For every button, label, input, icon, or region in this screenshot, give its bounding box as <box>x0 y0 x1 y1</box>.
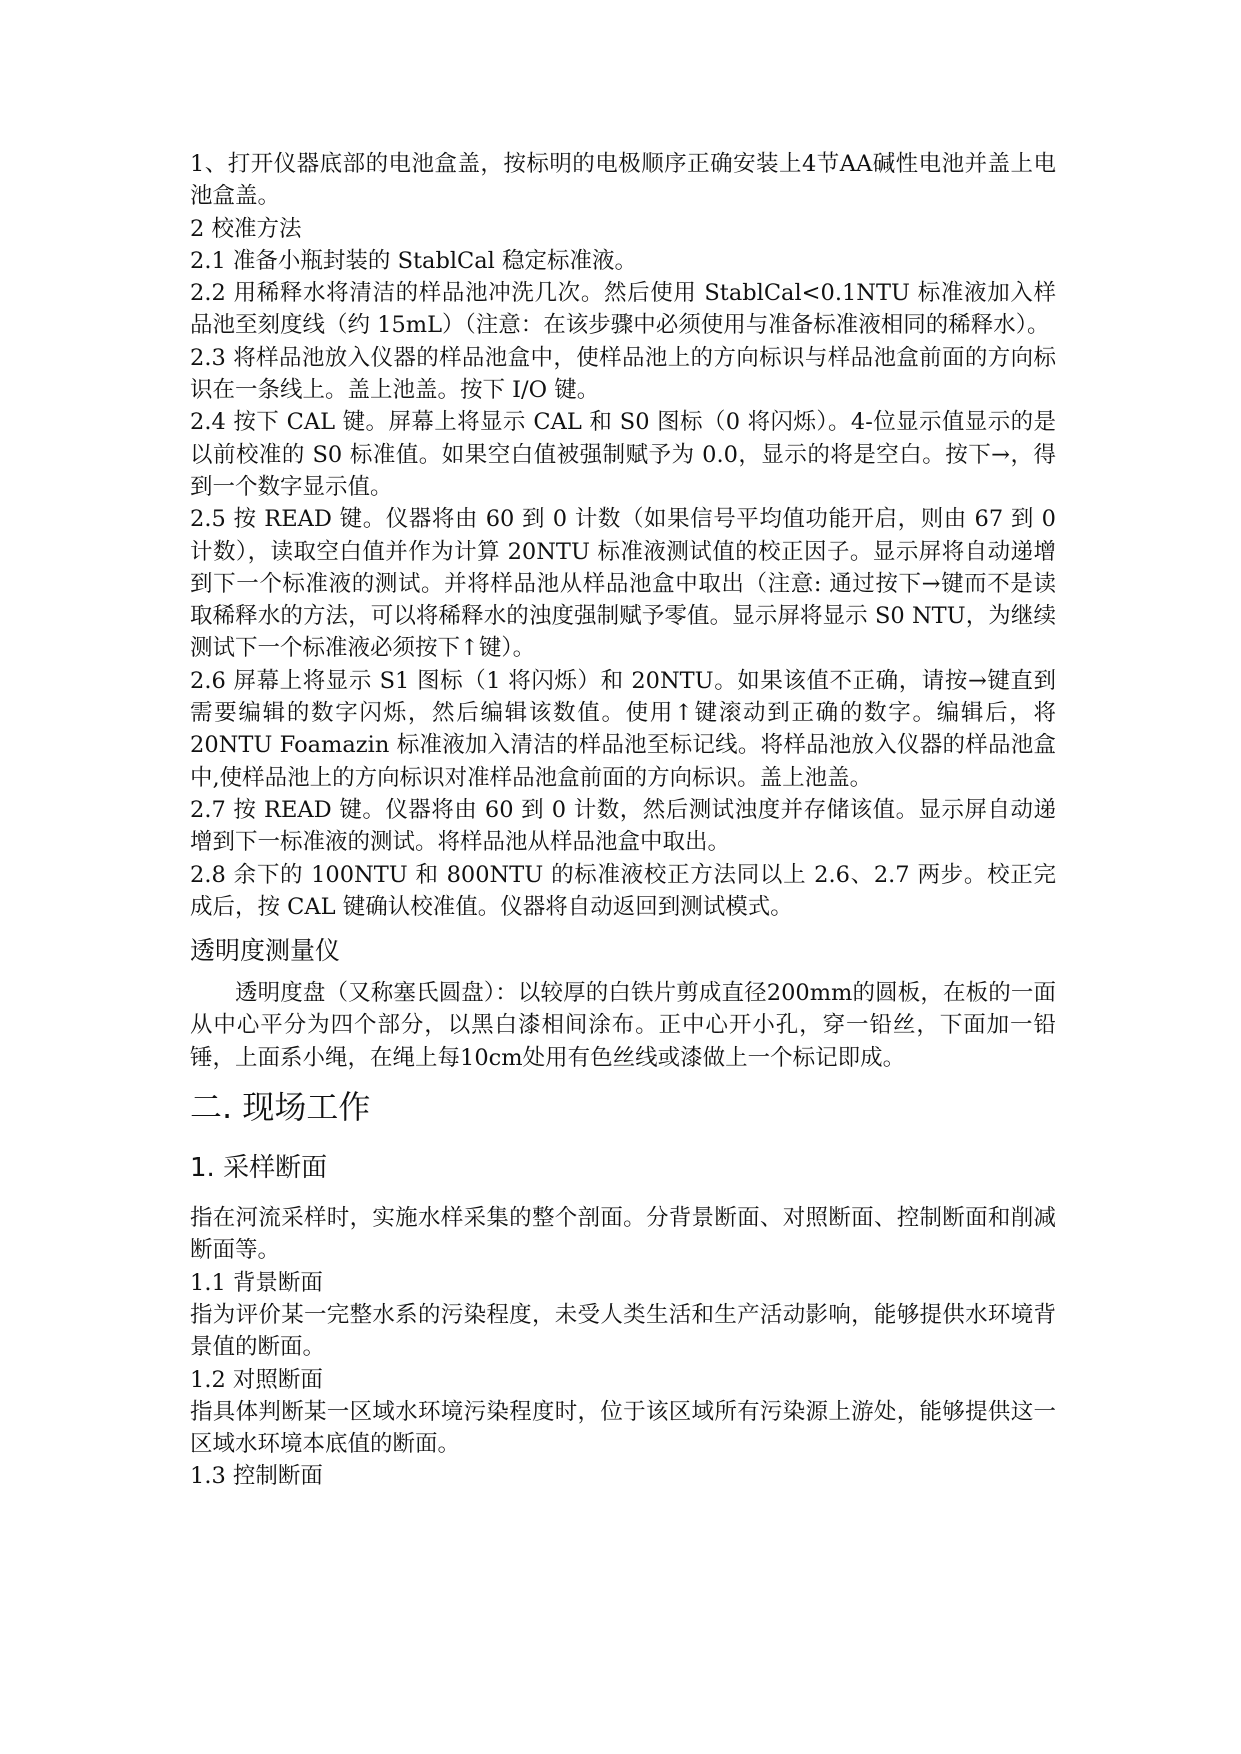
sampling-intro: 指在河流采样时，实施水样采集的整个剖面。分背景断面、对照断面、控制断面和削减断面等。 <box>190 1205 1056 1264</box>
step-1-paragraph: 1、打开仪器底部的电池盒盖，按标明的电极顺序正确安装上4节AA碱性电池并盖上电池盒盖。 <box>190 151 1056 210</box>
calibration-step-2-8: 2.8 余下的 100NTU 和 800NTU 的标准液校正方法同以上 2.6、2.7 两步。校正完成后，按 CAL 键确认校准值。仪器将自动返回到测试模式。 <box>190 861 1056 920</box>
background-section-body: 指为评价某一完整水系的污染程度，未受人类生活和生产活动影响，能够提供水环境背景值的断面。 <box>190 1301 1056 1361</box>
background-section-title: 1.1 背景断面 <box>190 1269 323 1296</box>
control-section-title: 1.3 控制断面 <box>190 1463 323 1490</box>
document-page <box>190 148 1056 1493</box>
calibration-step-2-4: 2.4 按下 CAL 键。屏幕上将显示 CAL 和 S0 图标（0 将闪烁）。4-位显示值显示的是以前校准的 S0 标准值。如果空白值被强制赋予为 0.0，显示的将是空白。按下→，得到一个数字显示值。 <box>190 409 1056 500</box>
calibration-step-2-2: 2.2 用稀释水将清洁的样品池冲洗几次。然后使用 StablCal<0.1NTU 标准液加入样品池至刻度线（约 15mL）（注意：在该步骤中必须使用与准备标准液相同的稀释水）。 <box>190 280 1056 339</box>
calibration-step-2-6: 2.6 屏幕上将显示 S1 图标（1 将闪烁）和 20NTU。如果该值不正确，请按→键直到需要编辑的数字闪烁，然后编辑该数值。使用↑键滚动到正确的数字。编辑后，将 20NTU Foamazin 标准液加入清洁的样品池至标记线。将样品池放入仪器的样品池盒中,使样品池上的方向标识对准样品池盒前面的方向标识。盖上池盖。 <box>190 667 1056 791</box>
sampling-section-heading: 1. 采样断面 <box>190 1153 328 1184</box>
transparency-body: 透明度盘（又称塞氏圆盘）：以较厚的白铁片剪成直径200mm的圆板，在板的一面从中心平分为四个部分，以黑白漆相间涂布。正中心开小孔，穿一铅丝，下面加一铅锤，上面系小绳，在绳上每10cm处用有色丝线或漆做上一个标记即成。 <box>190 980 1056 1071</box>
transparency-heading: 透明度测量仪 <box>190 936 341 966</box>
calibration-step-2-1: 2.1 准备小瓶封装的 StablCal 稳定标准液。 <box>190 247 638 274</box>
calibration-step-2-3: 2.3 将样品池放入仪器的样品池盒中，使样品池上的方向标识与样品池盒前面的方向标识在一条线上。盖上池盖。按下 I/O 键。 <box>190 344 1056 404</box>
control-reference-title: 1.2 对照断面 <box>190 1366 323 1393</box>
calibration-step-2-5: 2.5 按 READ 键。仪器将由 60 到 0 计数（如果信号平均值功能开启，则由 67 到 0 计数），读取空白值并作为计算 20NTU 标准液测试值的校正因子。显示屏将自动递增到下一个标准液的测试。并将样品池从样品池盒中取出（注意: 通过按下→键而不是读取稀释水的方法，可以将稀释水的浊度强制赋予零值。显示屏将显示 S0 NTU，为继续测试下一个标准液必须按下↑键）。 <box>190 506 1056 662</box>
calibration-step-2-7: 2.7 按 READ 键。仪器将由 60 到 0 计数，然后测试浊度并存储该值。显示屏自动递增到下一标准液的测试。将样品池从样品池盒中取出。 <box>190 796 1056 856</box>
fieldwork-heading: 二. 现场工作 <box>190 1088 371 1127</box>
calibration-heading: 2 校准方法 <box>190 215 302 242</box>
control-reference-body: 指具体判断某一区域水环境污染程度时，位于该区域所有污染源上游处，能够提供这一区域水环境本底值的断面。 <box>190 1398 1056 1458</box>
